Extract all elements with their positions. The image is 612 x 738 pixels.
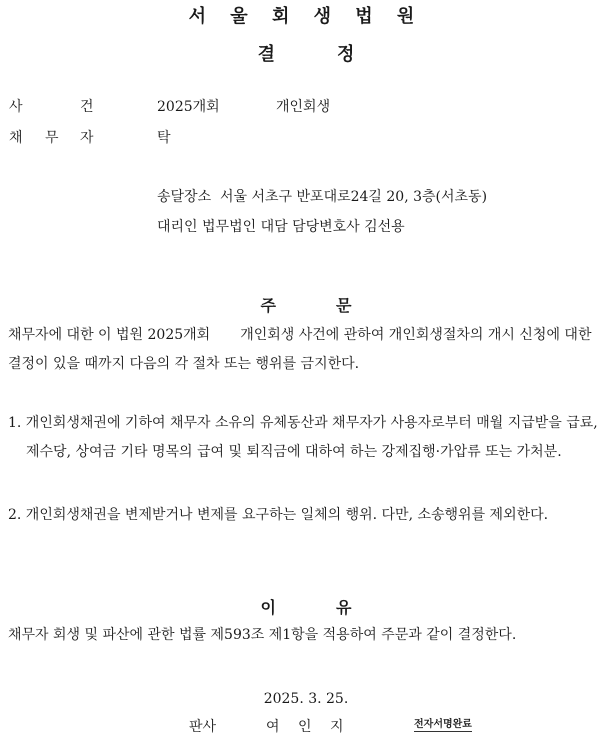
judge-title: 판사	[189, 719, 217, 735]
service-address: 송달장소 서울 서초구 반포대로24길 20, 3층(서초동)	[157, 189, 488, 205]
document-type-title	[0, 40, 612, 66]
reason-heading-char-2: 유	[336, 598, 352, 617]
case-number: 2025개회	[157, 99, 220, 115]
case-label-char-2: 건	[80, 99, 94, 115]
case-name: 개인회생	[276, 99, 331, 115]
doc-type-char-1: 결	[257, 44, 275, 65]
reason-heading-char-1: 이	[260, 598, 276, 617]
debtor-label-char-3: 자	[80, 130, 94, 146]
judge-name-char-2: 인	[298, 719, 312, 735]
reason-text: 채무자 회생 및 파산에 관한 법률 제593조 제1항을 적용하여 주문과 같이 결정한다.	[8, 627, 517, 643]
legal-agent: 대리인 법무법인 대담 담당변호사 김선용	[157, 219, 405, 235]
decision-date: 2025. 3. 25.	[263, 691, 349, 707]
debtor-label-char-1: 채	[9, 130, 23, 146]
debtor-name: 탁	[157, 130, 171, 146]
order-intro-part-1: 채무자에 대한 이 법원 2025개회	[8, 327, 211, 343]
debtor-label-char-2: 무	[45, 130, 59, 146]
order-item-2: 2. 개인회생채권을 변제받거나 변제를 요구하는 일체의 행위. 다만, 소송행위를 제외한다.	[8, 507, 549, 523]
reason-heading	[0, 595, 612, 618]
judge-name-char-1: 여	[266, 719, 280, 735]
order-item-1: 1. 개인회생채권에 기하여 채무자 소유의 유체동산과 채무자가 사용자로부터 매월 지급받을 급료, 제수당, 상여금 기타 명목의 급여 및 퇴직금에 대하여 하는 강제집행·가압류 또는 가처분.	[8, 415, 598, 460]
doc-type-char-2: 정	[337, 44, 355, 65]
e-signature-stamp: 전자서명완료	[414, 719, 472, 730]
order-heading	[0, 293, 612, 316]
order-heading-char-1: 주	[260, 296, 276, 315]
court-name: 서 울 회 생 법 원	[188, 6, 424, 27]
order-intro-paragraph	[8, 321, 608, 379]
judge-name-char-3: 지	[330, 719, 344, 735]
order-heading-char-2: 문	[336, 296, 352, 315]
order-intro-part-2: 개인회생 사건에 관하여 개인회생절차의 개시 신청에 대한 결정이 있을 때까지 다음의 각 절차 또는 행위를 금지한다.	[8, 327, 592, 372]
case-label-char-1: 사	[9, 99, 23, 115]
